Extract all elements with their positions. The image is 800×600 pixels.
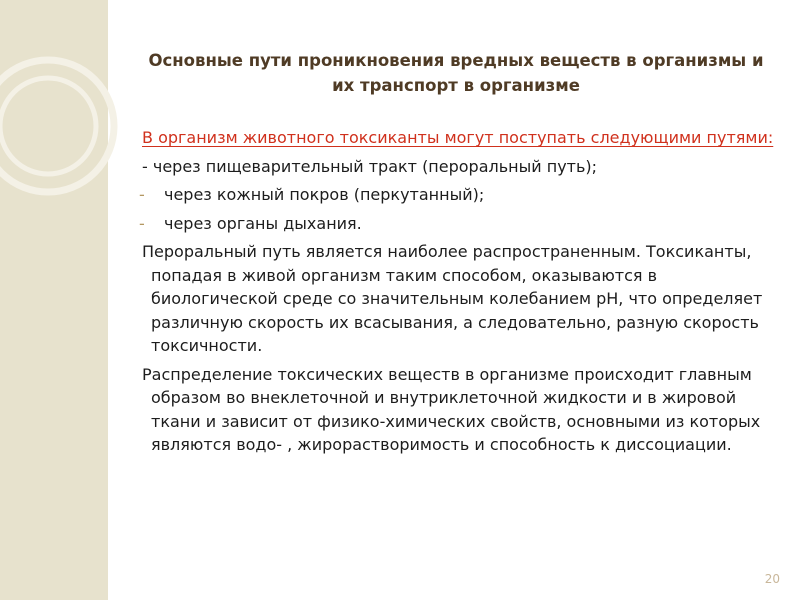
- route-skin-item: [139, 183, 782, 207]
- inner-ring: [0, 78, 96, 174]
- dash-bullet-icon: -: [139, 185, 145, 204]
- decorative-circles: [0, 0, 120, 600]
- slide-title-line-1: Основные пути проникновения вредных веществ в организмы и: [148, 51, 764, 70]
- intro-paragraph: [142, 126, 782, 150]
- slide-number: 20: [764, 572, 780, 586]
- route-resp-item: [139, 212, 782, 236]
- oral-route-paragraph: Пероральный путь является наиболее распространенным. Токсиканты, попадая в живой организм таким способом, оказываются в биологической среде со значительным колебанием рН, что определяет различную скорость их всасывания, а следовательно, разную скорость токсичности.: [142, 242, 763, 355]
- route-oral-item: - через пищеварительный тракт (пероральный путь);: [142, 156, 598, 176]
- dash-bullet-icon: -: [139, 213, 145, 233]
- route-skin-text: через кожный покров (перкутанный);: [164, 185, 485, 204]
- route-resp-text: через органы дыхания.: [164, 213, 362, 233]
- distribution-paragraph: Распределение токсических веществ в организме происходит главным образом во внеклеточной и внутриклеточной жидкости и в жировой ткани и зависит от физико-химических свойств, основными из которых являются водо- , жирорастворимость и способность к диссоциации.: [142, 364, 761, 454]
- intro-text: В организм животного токсиканты могут поступать следующими путями:: [142, 128, 774, 147]
- slide-title: [126, 48, 786, 98]
- slide-title-line-2: их транспорт в организме: [332, 76, 580, 95]
- slide-body: [139, 126, 782, 462]
